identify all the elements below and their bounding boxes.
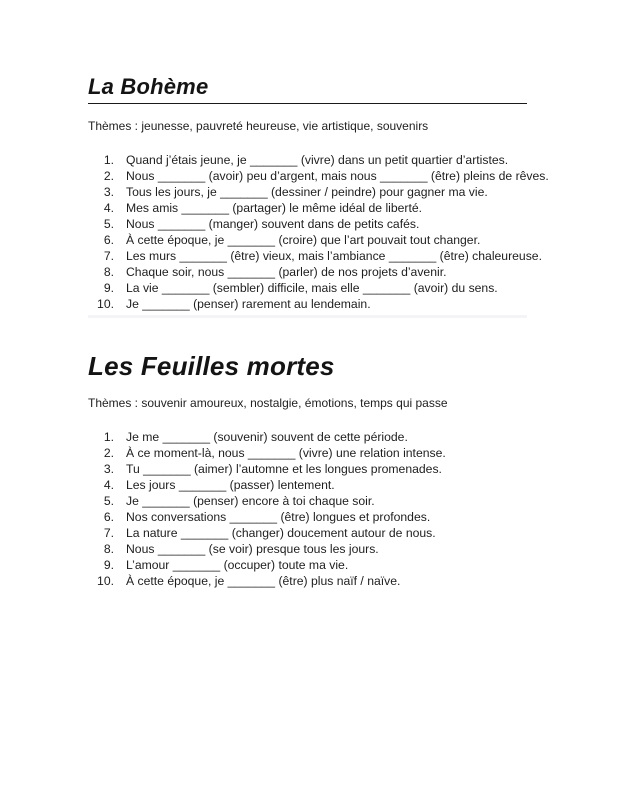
item-number: 5. [103, 217, 114, 231]
item-text: Les jours _______ (passer) lentement. [126, 478, 335, 492]
item-text: L’amour _______ (occuper) toute ma vie. [126, 558, 349, 572]
themes-line: Thèmes : souvenir amoureux, nostalgie, émotions, temps qui passe [88, 396, 448, 410]
item-text: Tu _______ (aimer) l’automne et les longues promenades. [126, 462, 442, 476]
exercise-item [88, 280, 527, 296]
item-text: Tous les jours, je _______ (dessiner / peindre) pour gagner ma vie. [126, 185, 488, 199]
item-number: 3. [103, 462, 114, 476]
exercise-item [88, 184, 527, 200]
exercise-item [88, 200, 527, 216]
item-number: 4. [103, 478, 114, 492]
item-number: 6. [103, 233, 114, 247]
item-number: 1. [103, 430, 114, 444]
exercise-item [88, 541, 527, 557]
item-number: 10. [97, 574, 114, 588]
item-text: Nous _______ (manger) souvent dans de petits cafés. [126, 217, 420, 231]
item-text: À cette époque, je _______ (être) plus naïf / naïve. [126, 574, 401, 588]
exercise-item [88, 573, 527, 589]
exercise-item [88, 264, 527, 280]
item-text: Je _______ (penser) encore à toi chaque soir. [126, 494, 375, 508]
exercise-item [88, 216, 527, 232]
item-number: 1. [103, 153, 114, 167]
exercise-item [88, 296, 527, 312]
item-text: Je _______ (penser) rarement au lendemain. [126, 297, 371, 311]
item-text: Nous _______ (avoir) peu d’argent, mais nous _______ (être) pleins de rêves. [126, 169, 549, 183]
item-text: Quand j’étais jeune, je _______ (vivre) dans un petit quartier d’artistes. [126, 153, 509, 167]
item-text: La nature _______ (changer) doucement autour de nous. [126, 526, 436, 540]
item-number: 6. [103, 510, 114, 524]
exercise-list [88, 429, 527, 589]
exercise-item [88, 429, 527, 445]
item-text: La vie _______ (sembler) difficile, mais elle _______ (avoir) du sens. [126, 281, 498, 295]
item-number: 7. [103, 249, 114, 263]
item-number: 9. [103, 281, 114, 295]
item-number: 9. [103, 558, 114, 572]
exercise-item [88, 232, 527, 248]
item-number: 4. [103, 201, 114, 215]
exercise-item [88, 509, 527, 525]
item-number: 5. [103, 494, 114, 508]
exercise-item [88, 248, 542, 264]
item-number: 8. [103, 542, 114, 556]
item-text: À cette époque, je _______ (croire) que l’art pouvait tout changer. [126, 233, 481, 247]
exercise-item [88, 477, 527, 493]
item-number: 3. [103, 185, 114, 199]
exercise-item [88, 461, 527, 477]
item-text: Les murs _______ (être) vieux, mais l’ambiance _______ (être) chaleureuse. [126, 249, 542, 263]
item-text: Mes amis _______ (partager) le même idéal de liberté. [126, 201, 423, 215]
section-les-feuilles-mortes [88, 351, 527, 589]
item-number: 8. [103, 265, 114, 279]
item-text: Je me _______ (souvenir) souvent de cette période. [126, 430, 408, 444]
item-number: 10. [97, 297, 114, 311]
item-text: Chaque soir, nous _______ (parler) de nos projets d’avenir. [126, 265, 447, 279]
exercise-item [88, 525, 527, 541]
item-number: 2. [103, 446, 114, 460]
exercise-item [88, 493, 527, 509]
exercise-item [88, 168, 549, 184]
item-text: Nous _______ (se voir) presque tous les jours. [126, 542, 379, 556]
exercise-list [88, 152, 549, 312]
section-title: Les Feuilles mortes [88, 351, 335, 381]
exercise-item [88, 557, 527, 573]
section-title: La Bohème [88, 75, 527, 104]
themes-line: Thèmes : jeunesse, pauvreté heureuse, vie artistique, souvenirs [88, 119, 429, 133]
item-number: 2. [103, 169, 114, 183]
item-number: 7. [103, 526, 114, 540]
exercise-item [88, 445, 527, 461]
section-divider [88, 315, 527, 318]
item-text: À ce moment-là, nous _______ (vivre) une relation intense. [126, 446, 446, 460]
exercise-item [88, 152, 527, 168]
section-la-boheme [88, 74, 549, 312]
item-text: Nos conversations _______ (être) longues et profondes. [126, 510, 431, 524]
